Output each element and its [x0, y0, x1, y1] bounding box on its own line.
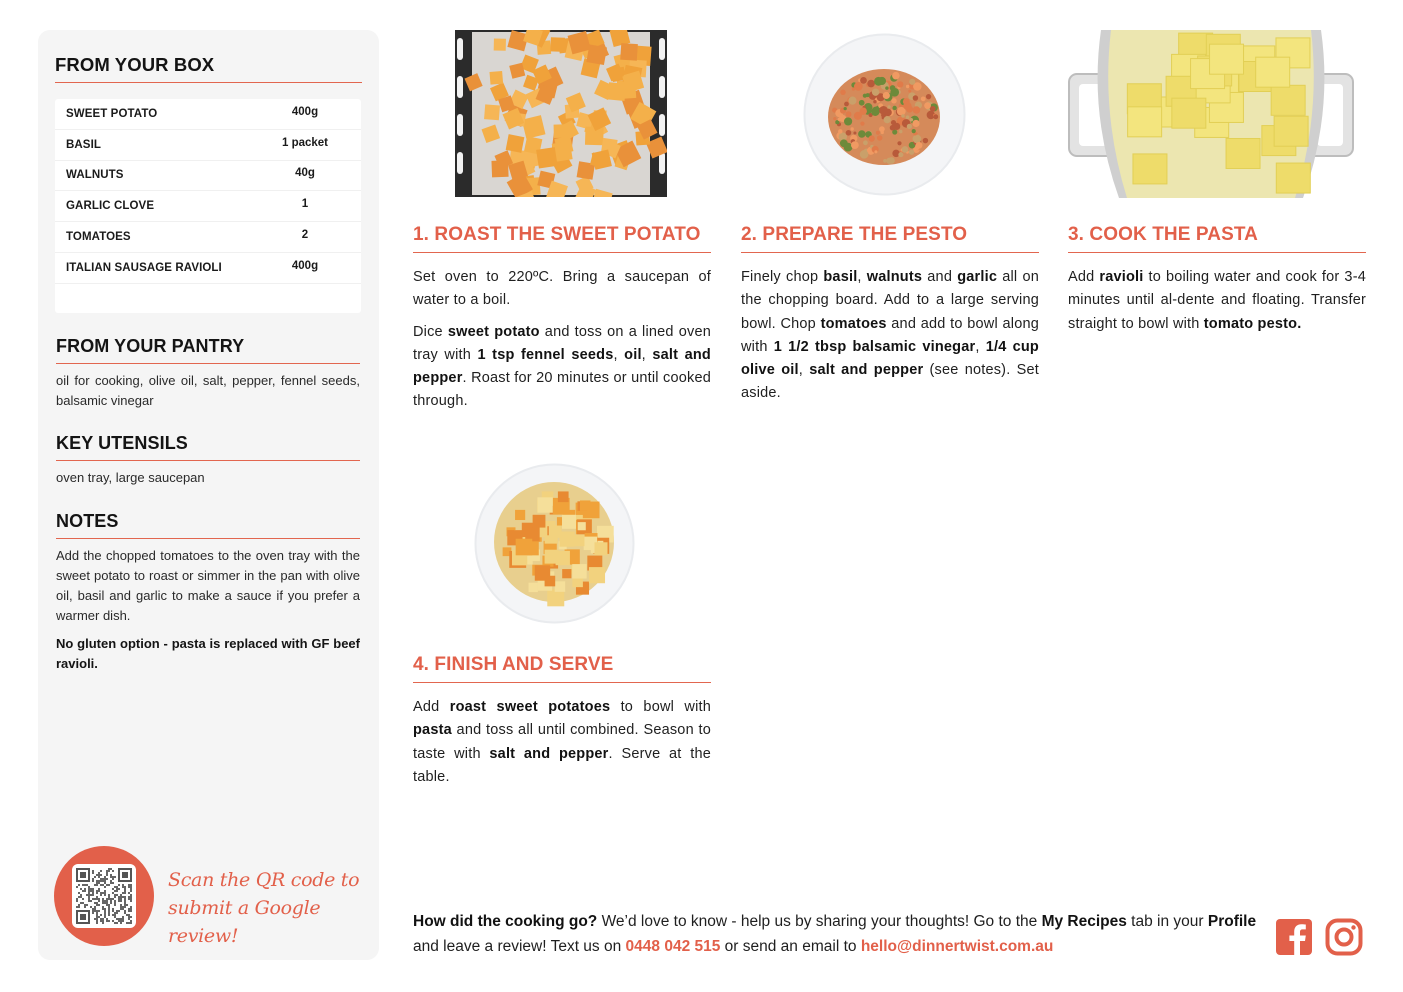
bold-ingredient: salt and pepper: [489, 745, 609, 762]
qr-caption-line-1: Scan the QR code to: [168, 869, 360, 891]
utensils-heading: KEY UTENSILS: [56, 433, 360, 461]
qr-caption-line-2: submit a Google review!: [168, 897, 321, 947]
instruction-text: ,: [613, 346, 625, 363]
instruction-text: ,: [975, 338, 986, 355]
instruction-text: ,: [798, 362, 810, 379]
phone-link[interactable]: 0448 042 515: [625, 938, 721, 955]
instruction-text: ,: [857, 269, 867, 285]
from-your-box-heading: FROM YOUR BOX: [55, 54, 362, 83]
step-2-body: [741, 266, 1039, 414]
instruction-text: to bowl with: [610, 699, 711, 715]
qr-caption: [168, 866, 368, 950]
ingredient-name: GARLIC CLOVE: [66, 200, 155, 213]
instruction-text: Add: [1068, 269, 1100, 285]
ingredient-row: [55, 161, 361, 192]
instruction-text: ,: [641, 346, 653, 363]
step-4-title: 4. FINISH AND SERVE: [413, 654, 711, 683]
notes-text: Add the chopped tomatoes to the oven tray with the sweet potato to roast or simmer in the pan with olive oil, basil and garlic to make a sauce if you prefer a warmer dish.: [56, 548, 360, 623]
feedback-text-3: and leave a review! Text us on: [413, 938, 626, 955]
my-recipes-label: My Recipes: [1041, 913, 1127, 930]
email-link[interactable]: hello@dinnertwist.com.au: [860, 938, 1054, 955]
sidebar-panel: [38, 30, 379, 960]
bold-ingredient: 1 tsp fennel seeds: [477, 346, 614, 363]
ingredient-name: TOMATOES: [66, 231, 131, 244]
bold-ingredient: roast sweet potatoes: [449, 699, 611, 715]
ingredient-quantity: 40g: [295, 167, 315, 180]
instruction-text: Finely chop: [741, 269, 824, 285]
ingredient-quantity: 2: [301, 229, 309, 242]
feedback-text-2: tab in your: [1126, 913, 1208, 930]
instruction-text: . Roast for 20 minutes or until cooked through.: [413, 370, 711, 410]
feedback-question: How did the cooking go?: [413, 913, 598, 930]
instruction-text: and: [922, 269, 958, 285]
bold-ingredient: sweet potato: [447, 323, 540, 340]
ingredient-name: ITALIAN SAUSAGE RAVIOLI: [66, 261, 222, 274]
bold-ingredient: ravioli: [1099, 269, 1144, 285]
step-paragraph: [413, 266, 711, 313]
step-3-body: [1068, 266, 1366, 344]
instruction-text: Dice: [413, 323, 448, 340]
qr-badge[interactable]: [54, 846, 154, 946]
facebook-icon[interactable]: [1275, 918, 1313, 956]
ingredient-quantity: 1: [301, 198, 309, 211]
instruction-text: and toss on a lined oven tray with: [413, 323, 711, 363]
ingredient-name: SWEET POTATO: [66, 107, 158, 120]
feedback-text-4: or send an email to: [720, 938, 861, 955]
ingredients-table: [55, 99, 361, 313]
bold-ingredient: basil: [823, 269, 858, 285]
notes-heading: NOTES: [56, 511, 360, 539]
instruction-text: (see notes). Set aside.: [741, 362, 1039, 402]
instagram-icon[interactable]: [1325, 918, 1363, 956]
feedback-text-1: We’d love to know - help us by sharing your thoughts! Go to the: [597, 913, 1042, 930]
bold-ingredient: oil: [624, 346, 642, 363]
notes-gluten-option: No gluten option - pasta is replaced with GF beef ravioli.: [56, 636, 360, 671]
instruction-text: Add: [413, 699, 450, 715]
bold-ingredient: garlic: [957, 269, 998, 285]
ingredient-row: [55, 130, 361, 161]
step-1-title: 1. ROAST THE SWEET POTATO: [413, 224, 711, 253]
instruction-text: and add to bowl along with: [741, 315, 1039, 355]
instruction-text: . Serve at the table.: [413, 745, 711, 785]
profile-label: Profile: [1207, 913, 1257, 930]
utensils-text: oven tray, large saucepan: [56, 470, 205, 485]
step-1-body: [413, 266, 711, 422]
step-paragraph: [413, 321, 711, 414]
step-3-title: 3. COOK THE PASTA: [1068, 224, 1366, 253]
bold-ingredient: pasta: [413, 722, 452, 739]
ingredient-row: [55, 191, 361, 222]
ingredient-quantity: 400g: [291, 105, 319, 118]
ingredient-row: [55, 99, 361, 130]
bold-ingredient: salt and pepper: [413, 346, 711, 387]
step-2-title: 2. PREPARE THE PESTO: [741, 224, 1039, 253]
bold-ingredient: 1/4 cup olive oil: [741, 338, 1039, 379]
ingredient-row: [55, 222, 361, 253]
instruction-text: to boiling water and cook for 3-4 minutes until al-dente and floating. Transfer straight to bowl with: [1068, 269, 1366, 332]
ingredient-row: [55, 253, 361, 284]
photo-ravioli-pot: [1067, 30, 1355, 198]
instruction-text: and toss all until combined. Season to taste with: [413, 722, 711, 762]
ingredient-quantity: 1 packet: [281, 136, 329, 149]
pantry-heading: FROM YOUR PANTRY: [56, 336, 360, 364]
bold-ingredient: salt and pepper: [809, 362, 924, 379]
ingredient-name: WALNUTS: [66, 169, 124, 182]
ingredient-quantity: 400g: [291, 259, 319, 272]
photo-roasted-sweet-potato: [455, 30, 667, 197]
step-paragraph: [741, 266, 1039, 406]
bold-ingredient: 1 1/2 tbsp balsamic vinegar: [773, 338, 976, 355]
bold-ingredient: tomatoes: [820, 315, 887, 332]
instruction-text: Set oven to 220ºC. Bring a saucepan of water to a boil.: [413, 269, 711, 309]
step-paragraph: [1068, 266, 1366, 336]
ingredient-name: BASIL: [66, 138, 101, 151]
step-4-body: [413, 696, 711, 797]
feedback-message: [413, 909, 1263, 959]
bold-ingredient: tomato pesto.: [1203, 315, 1302, 332]
instruction-text: all on the chopping board. Add to a large serving bowl. Chop: [741, 269, 1039, 332]
photo-tomato-pesto: [802, 32, 967, 197]
bold-ingredient: walnuts: [866, 269, 923, 285]
pantry-text: oil for cooking, olive oil, salt, pepper, fennel seeds, balsamic vinegar: [56, 373, 360, 408]
step-paragraph: [413, 696, 711, 789]
qr-code-icon[interactable]: [72, 864, 136, 928]
photo-finished-dish: [473, 462, 636, 625]
